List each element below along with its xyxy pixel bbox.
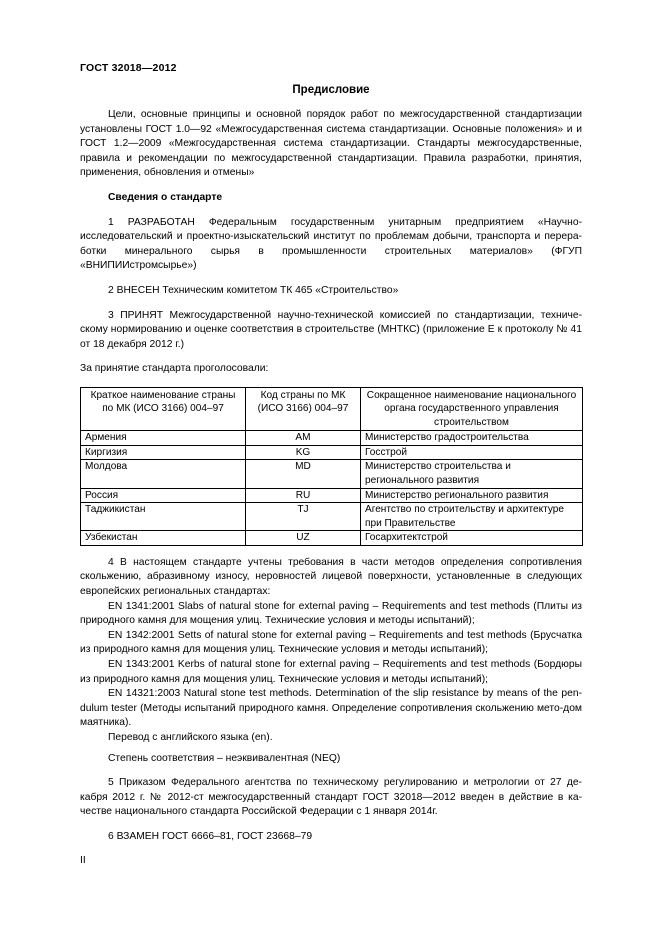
table-header-row (81, 387, 583, 430)
standard-item-5: 5 Приказом Федерального агентства по техническому регулированию и метрологии от 27 де-кабря 2012 г. № 2012-ст межгосударственный стандарт ГОСТ 32018—2012 введен в действие в ка-честве национального стандарта Российской Федерации с 1 января 2014г. (80, 777, 582, 818)
standard-item-3: 3 ПРИНЯТ Межгосударственной научно-технической комиссией по стандартизации, техниче-скому нормированию и оценке соответствия в строительстве (МНТКС) (приложение Е к протоколу № 41 от 18 декабря 2012 г.) (80, 309, 582, 350)
table-row (81, 531, 583, 546)
cell-org: Министерство градостроительства (361, 431, 583, 446)
en-standard-14321: EN 14321:2003 Natural stone test methods. Determination of the slip resistance by means of the pen-dulum tester (Методы испытаний природного камня. Определение сопротивления скольжению мето-дом маятника). (80, 688, 582, 729)
cell-country: Армения (81, 431, 246, 446)
cell-code: UZ (246, 531, 361, 546)
countries-table-body (81, 431, 583, 546)
col-header-country: Краткое наименование страны по МК (ИСО 3166) 004–97 (81, 387, 246, 430)
cell-country: Таджикистан (81, 503, 246, 531)
cell-code: TJ (246, 503, 361, 531)
cell-org: Госархитектстрой (361, 531, 583, 546)
col-header-code: Код страны по МК (ИСО 3166) 004–97 (246, 387, 361, 430)
col-header-org: Сокращенное наименование национального органа государственного управления строительством (361, 387, 583, 430)
cell-org: Министерство регионального развития (361, 488, 583, 503)
cell-code: AM (246, 431, 361, 446)
standard-item-4-lead: 4 В настоящем стандарте учтены требования в части методов определения сопротивления скольжению, абразивному износу, неровностей лицевой поверхности, установленные в следующих европейских региональных стандартах: (80, 556, 582, 598)
cell-country: Киргизия (81, 445, 246, 460)
standard-item-6: 6 ВЗАМЕН ГОСТ 6666–81, ГОСТ 23668–79 (108, 830, 313, 842)
table-row (81, 488, 583, 503)
page-title: Предисловие (292, 84, 370, 96)
en-standard-1343: EN 1343:2001 Kerbs of natural stone for external paving – Requirements and test methods (Бордюры из природного камня для мощения улиц. Технические условия и методы испытаний); (80, 659, 582, 685)
cell-country: Узбекистан (81, 531, 246, 546)
cell-code: RU (246, 488, 361, 503)
standard-item-1: 1 РАЗРАБОТАН Федеральным государственным унитарным предприятием «Научно-исследовательский и проектно-изыскательский институт по проблемам добычи, транспорта и перера-ботки минерального сырья в промышленности строительных материалов» (ФГУП «ВНИПИИстромсырье») (80, 216, 582, 272)
cell-code: MD (246, 460, 361, 488)
standard-info-heading: Сведения о стандарте (108, 191, 223, 203)
intro-paragraph: Цели, основные принципы и основной порядок работ по межгосударственной стандартизации установлены ГОСТ 1.0—92 «Межгосударственная система стандартизации. Основные положения» и и ГОСТ 1.2—2009 «Межгосударственная система стандартизации. Стандарты межгосударственные, правила и рекомендации по межгосударственной стандартизации. Правила разработки, принятия, применения, обновления и отмены» (80, 109, 582, 179)
page-header-code: ГОСТ 32018—2012 (80, 62, 177, 74)
document-body (80, 108, 582, 845)
table-row (81, 503, 583, 531)
standard-item-2: 2 ВНЕСЕН Техническим комитетом ТК 465 «Строительство» (108, 284, 399, 296)
cell-org: Госстрой (361, 445, 583, 460)
table-row (81, 460, 583, 488)
conformity-degree: Степень соответствия – неэквивалентная (NEQ) (108, 752, 341, 764)
page-number: II (80, 855, 86, 866)
countries-table (80, 387, 583, 546)
cell-org: Агентство по строительству и архитектуре при Правительстве (361, 503, 583, 531)
countries-table-head (81, 387, 583, 430)
cell-country: Молдова (81, 460, 246, 488)
cell-country: Россия (81, 488, 246, 503)
vote-intro: За принятие стандарта проголосовали: (80, 363, 269, 375)
table-row (81, 431, 583, 446)
table-row (81, 445, 583, 460)
cell-org: Министерство строительства и регионального развития (361, 460, 583, 488)
translation-note: Перевод с английского языка (en). (108, 732, 273, 743)
en-standard-1341: EN 1341:2001 Slabs of natural stone for external paving – Requirements and test methods (Плиты из природного камня для мощения улиц. Технические условия и методы испытаний); (80, 600, 582, 627)
en-standard-1342: EN 1342:2001 Setts of natural stone for external paving – Requirements and test methods (Брусчатка из природного камня для мощения улиц. Технические условия и методы испытаний); (80, 629, 582, 656)
cell-code: KG (246, 445, 361, 460)
